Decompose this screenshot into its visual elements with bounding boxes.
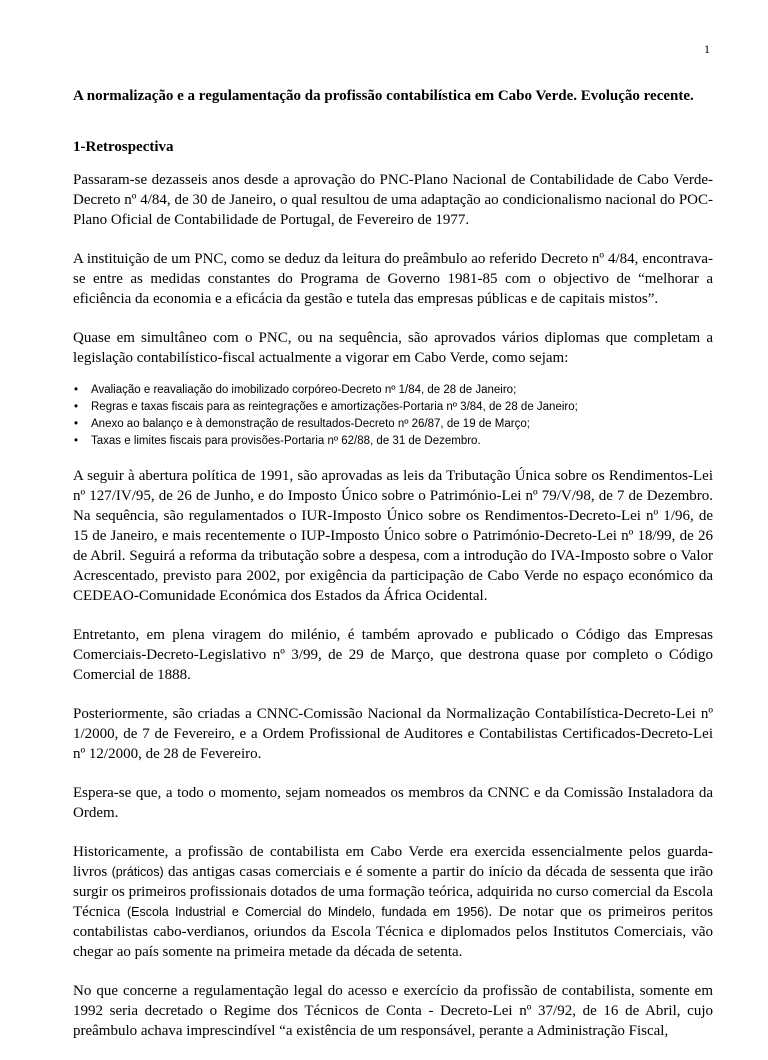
paragraph-8-part-3: das antigas casas comerciais e é somente a partir do início da década de sessenta que irão surgir os primeiros profissionais dotados de uma formação teórica, adquirida no curso comercial da Escola Técnica [73, 864, 714, 920]
page-number: 1 [704, 42, 710, 56]
document-body [73, 86, 713, 1060]
bullet-icon: • [74, 401, 79, 413]
bullet-icon: • [74, 384, 79, 396]
bullet-icon: • [74, 418, 79, 430]
paragraph-6: Posteriormente, são criadas a CNNC-Comissão Nacional da Normalização Contabilística-Decreto-Lei nº 1/2000, de 7 de Fevereiro, e a Ordem Profissional de Auditores e Contabilistas Certificados-Decreto-Lei nº 12/2000, de 28 de Fevereiro. [73, 706, 713, 762]
list-item [73, 416, 713, 433]
section-heading: 1-Retrospectiva [73, 139, 174, 155]
list-item-text: Taxas e limites fiscais para provisões-Portaria nº 62/88, de 31 de Dezembro. [91, 435, 481, 447]
list-item-text: Avaliação e reavaliação do imobilizado corpóreo-Decreto nº 1/84, de 28 de Janeiro; [91, 384, 517, 396]
list-item-text: Regras e taxas fiscais para as reintegrações e amortizações-Portaria nº 3/84, de 28 de Janeiro; [91, 401, 578, 413]
paragraph-8 [73, 842, 713, 962]
paragraph-9: No que concerne a regulamentação legal do acesso e exercício da profissão de contabilista, somente em 1992 seria decretado o Regime dos Técnicos de Conta - Decreto-Lei nº 37/92, de 16 de Abril, cujo preâmbulo achava imprescindível “a existência de um responsável, perante a Administração Fiscal, [73, 983, 713, 1039]
legislation-list [73, 382, 713, 450]
paragraph-7: Espera-se que, a todo o momento, sejam nomeados os membros da CNNC e da Comissão Instaladora da Ordem. [73, 785, 713, 821]
document-title: A normalização e a regulamentação da profissão contabilística em Cabo Verde. Evolução recente. [73, 88, 694, 104]
list-item [73, 433, 713, 450]
paragraph-8-part-4: (Escola Industrial e Comercial do Mindelo, fundada em 1956) [127, 905, 489, 919]
list-item [73, 382, 713, 399]
bullet-icon: • [74, 435, 79, 447]
paragraph-8-part-1: Historicamente, a profissão de contabilista em Cabo Verde era exercida essencialmente pelos guarda-livros [73, 844, 713, 880]
paragraph-8-part-5: . De notar que os primeiros peritos contabilistas cabo-verdianos, oriundos da Escola Técnica e diplomados pelos Institutos Comerciais, vão chegar ao país somente na primeira metade da década de setenta. [73, 904, 713, 960]
paragraph-4: A seguir à abertura política de 1991, são aprovadas as leis da Tributação Única sobre os Rendimentos-Lei nº 127/IV/95, de 26 de Junho, e do Imposto Único sobre o Património-Lei nº 79/V/98, de 7 de Dezembro. Na sequência, são regulamentados o IUR-Imposto Único sobre os Rendimentos-Decreto-Lei nº 1/96, de 15 de Janeiro, e mais recentemente o IUP-Imposto Único sobre o Património-Decreto-Lei nº 18/99, de 26 de Abril. Seguirá a reforma da tributação sobre a despesa, com a introdução do IVA-Imposto sobre o Valor Acrescentado, previsto para 2002, por exigência da participação de Cabo Verde no espaço económico da CEDEAO-Comunidade Económica dos Estados da África Ocidental. [73, 468, 713, 604]
paragraph-8-part-2: (práticos) [111, 865, 164, 879]
list-item [73, 399, 713, 416]
paragraph-2: A instituição de um PNC, como se deduz da leitura do preâmbulo ao referido Decreto nº 4/84, encontrava-se entre as medidas constantes do Programa de Governo 1981-85 com o objectivo de “melhorar a eficiência da economia e a eficácia da gestão e tutela das empresas públicas e de capitais mistos”. [73, 251, 713, 307]
list-item-text: Anexo ao balanço e à demonstração de resultados-Decreto nº 26/87, de 19 de Março; [91, 418, 530, 430]
paragraph-5: Entretanto, em plena viragem do milénio, é também aprovado e publicado o Código das Empresas Comerciais-Decreto-Legislativo nº 3/99, de 29 de Março, que destrona quase por completo o Código Comercial de 1888. [73, 627, 713, 683]
paragraph-1: Passaram-se dezasseis anos desde a aprovação do PNC-Plano Nacional de Contabilidade de Cabo Verde-Decreto nº 4/84, de 30 de Janeiro, o qual resultou de uma adaptação ao condicionalismo nacional do POC-Plano Oficial de Contabilidade de Portugal, de Fevereiro de 1977. [73, 172, 713, 228]
paragraph-3: Quase em simultâneo com o PNC, ou na sequência, são aprovados vários diplomas que completam a legislação contabilístico-fiscal actualmente a vigorar em Cabo Verde, como sejam: [73, 330, 713, 366]
